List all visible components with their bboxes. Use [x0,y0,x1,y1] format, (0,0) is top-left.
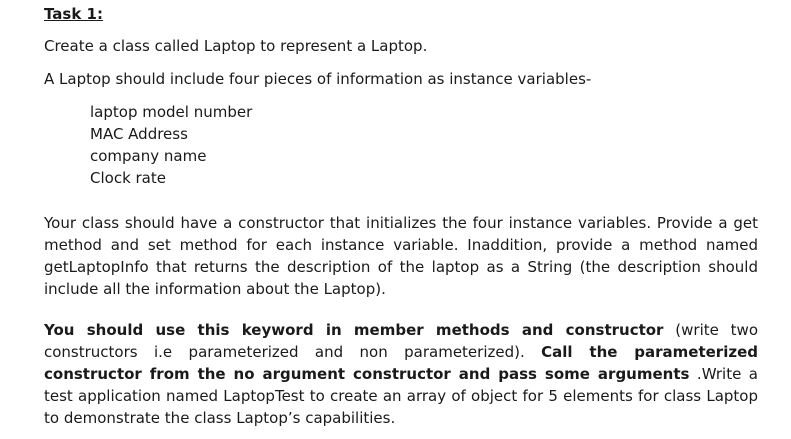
requirement-bold-2: Call the parameterized constructor from the no argument constructor and pass some arguments [44,343,758,383]
instance-variable-list [90,101,252,189]
requirement-text-2: .Write a test application named LaptopTest to create an array of object for 5 elements for class Laptop to demonstrate the class Laptop’s capabilities. [44,365,758,427]
list-item: laptop model number [90,103,253,121]
intro-line: Create a class called Laptop to represent a Laptop. [44,37,428,55]
list-item: Clock rate [90,169,166,187]
constructor-paragraph: Your class should have a constructor that initializes the four instance variables. Provide a get method and set method for each instance variable. Inaddition, provide a method named getLaptopInfo that returns the description of the laptop as a String (the description should include all the information about the Laptop). [44,214,758,298]
list-item: company name [90,147,207,165]
list-item: MAC Address [90,125,188,143]
task-title: Task 1: [44,5,103,23]
info-line: A Laptop should include four pieces of information as instance variables- [44,70,592,88]
requirement-text-1: (write two constructors i.e parameterized and non parameterized). [44,321,758,361]
requirement-bold-1: You should use this keyword in member methods and constructor [44,321,664,339]
requirements-paragraph [44,319,758,429]
